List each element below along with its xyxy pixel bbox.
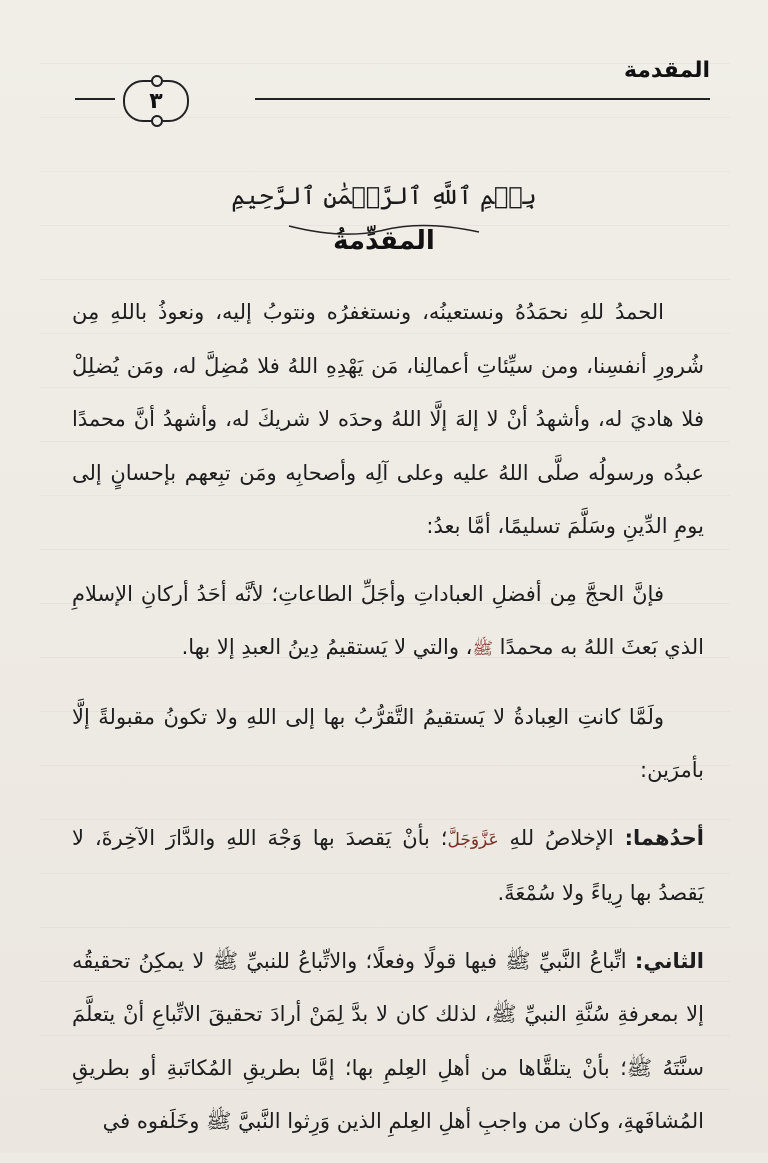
- lead-word: أحدُهما:: [624, 825, 704, 850]
- section-title: المقدِّمةُ: [333, 226, 435, 256]
- page-header: [75, 58, 710, 128]
- header-rule-right: [255, 98, 710, 100]
- page-number: ٣: [149, 88, 163, 114]
- paragraph-two-conditions: ولَمَّا كانتِ العِبادةُ لا يَستقيمُ التَّقرُّبُ بها إلى اللهِ ولا تكونُ مقبولةً إلَّا بأمرَين:: [72, 704, 704, 782]
- paragraph-text: ، والتي لا يَستقيمُ دِينُ العبدِ إلا بها.: [181, 635, 473, 659]
- main-text: [72, 286, 704, 1163]
- header-rule-left: [75, 98, 115, 100]
- paragraph-hajj: [72, 568, 704, 677]
- paragraph-text: الإخلاصُ للهِ: [498, 825, 625, 850]
- paragraph-text: فإنَّ الحجَّ مِن أفضلِ العباداتِ وأجَلِّ الطاعاتِ؛ لأنَّه أحَدُ أركانِ الإسلامِ الذي بَعثَ اللهُ به محمدًا: [72, 581, 704, 659]
- paragraph-text: اتِّباعُ النَّبيِّ ﷺ فيها قولًا وفعلًا؛ والاتِّباعُ للنبيِّ ﷺ لا يمكِنُ تحقيقُه إلا بمعرفةِ سُنَّةِ النبيِّ ﷺ، لذلك كان لا بدَّ لِمَنْ أرادَ تحقيقَ الاتِّباعِ أنْ يتعلَّمَ سنَّتَهُ ﷺ؛ بأنْ يتلقَّاها من أهلِ العِلمِ بها؛ إمَّا بطريقِ المُكاتَبةِ أو بطريقِ المُشافَهةِ، وكان من واجبِ أهلِ العِلمِ الذين وَرِثوا النَّبيَّ ﷺ وخَلَفوه في: [72, 948, 704, 1133]
- page-number-ornament: [123, 80, 189, 122]
- paragraph-opening: الحمدُ للهِ نحمَدُهُ ونستعينُه، ونستغفرُه ونتوبُ إليه، ونعوذُ باللهِ مِن شُرورِ أنفسِنا، ومن سيِّئاتِ أعمالِنا، مَن يَهْدِهِ اللهُ فلا مُضِلَّ له، ومَن يُضلِلْ فلا هاديَ له، وأشهدُ أنْ لا إلهَ إلَّا اللهُ وحدَه لا شريكَ له، وأشهدُ أنَّ محمدًا عبدُه ورسولُه صلَّى اللهُ عليه وعلى آلِه وأصحابِه ومَن تبِعهم بإحسانٍ إلى يومِ الدِّينِ وسَلَّمَ تسليمًا، أمَّا بعدُ:: [72, 300, 704, 538]
- paragraph-first-condition: [72, 812, 704, 921]
- running-header-title: المقدمة: [623, 58, 710, 83]
- lead-word: الثاني:: [634, 948, 704, 973]
- honorific-mark: عَزَّوَجَلَّ: [447, 829, 499, 850]
- paragraph-second-condition: [72, 935, 704, 1149]
- paragraph-text: ؛ بأنْ يَقصدَ بها وَجْهَ اللهِ والدَّارَ الآخِرةَ، لا يَقصدُ بها رِياءً ولا سُمْعَةً.: [72, 825, 704, 905]
- basmala: بِسۡمِ ٱللَّهِ ٱلرَّحۡمَٰنِ ٱلرَّحِيمِ: [231, 182, 537, 210]
- honorific-mark: ﷺ: [472, 639, 493, 659]
